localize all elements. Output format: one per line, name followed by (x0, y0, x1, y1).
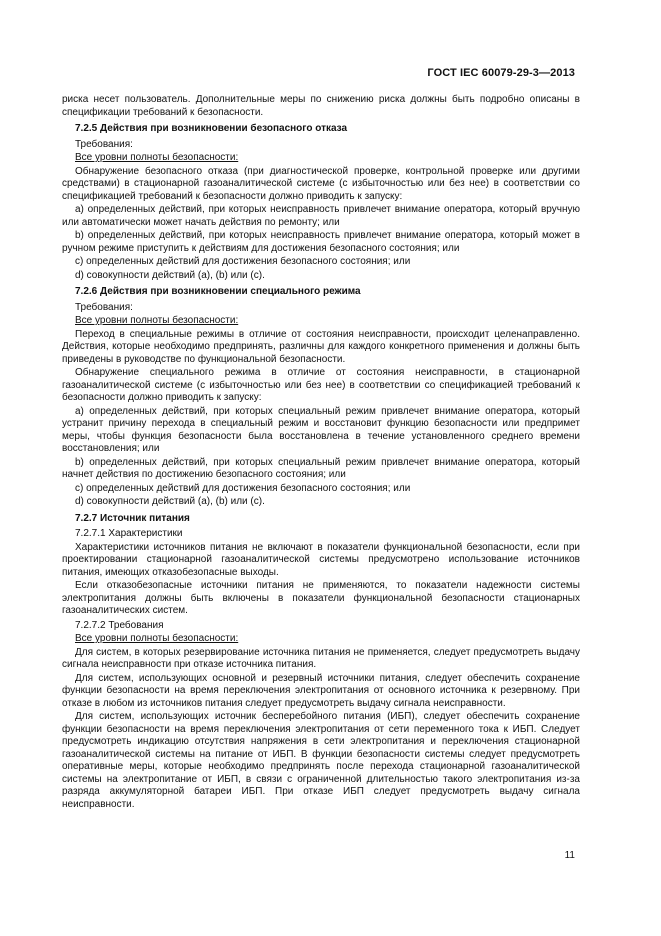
paragraph: b) определенных действий, при которых неисправность привлечет внимание оператора, который может в ручном режиме приступить к действиям для достижения безопасного состояния; или (62, 230, 580, 254)
paragraph: c) определенных действий для достижения безопасного состояния; или (75, 256, 411, 267)
paragraph: Переход в специальные режимы в отличие от состояния неисправности, происходит целенаправленно. Действия, которые необходимо предпринять, различны для каждого конкретного применения и должны быть приведены в руководстве по функциональной безопасности. (62, 328, 580, 365)
paragraph: Требования: (75, 138, 133, 150)
underlined-text: Все уровни полноты безопасности: (75, 633, 239, 644)
underlined-text: Все уровни полноты безопасности: (75, 315, 239, 326)
document-body (62, 94, 580, 812)
paragraph: риска несет пользователь. Дополнительные меры по снижению риска должны быть подробно описаны в спецификации требований к безопасности. (62, 94, 580, 118)
subsection-heading: 7.2.7.1 Характеристики (75, 528, 183, 539)
paragraph: Для систем, использующих основной и резервный источники питания, следует обеспечить сохранение функции безопасности на время переключения электропитания от основного источника к резервному. При отказе в любом из источников питания следует предусмотреть выдачу сигнала неисправности. (62, 672, 580, 709)
paragraph: Требования: (75, 301, 133, 313)
requirement-level-label (62, 152, 580, 165)
paragraph: d) совокупности действий (а), (b) или (c). (75, 496, 265, 507)
document-header: ГОСТ IEC 60079-29-3—2013 (427, 67, 575, 79)
paragraph: c) определенных действий для достижения безопасного состояния; или (75, 482, 411, 494)
paragraph: d) совокупности действий (а), (b) или (c). (75, 269, 265, 281)
requirement-level-label (62, 633, 580, 646)
paragraph: а) определенных действий, при которых неисправность привлечет внимание оператора, который вручную или автоматически может начать действия по ремонту; или (62, 204, 580, 228)
paragraph: Характеристики источников питания не включают в показатели функциональной безопасности, если при проектировании стационарной газоаналитической системы предусмотрено использование источников питания, имеющих отказобезопасные выходы. (62, 541, 580, 578)
section-heading: 7.2.7 Источник питания (75, 512, 190, 524)
requirement-level-label (62, 315, 580, 328)
paragraph: Обнаружение безопасного отказа (при диагностической проверке, контрольной проверке или другими средствами) в стационарной газоаналитической системе (с избыточностью или без нее) в соответствии со спецификацией требований к безопасности должно приводить к запуску: (62, 165, 580, 202)
paragraph: Обнаружение специального режима в отличие от состояния неисправности, в стационарной газоаналитической системе (с избыточностью или без нее) в соответствии со спецификацией требований к безопасности должно приводить к запуску: (62, 367, 580, 403)
paragraph: Для систем, использующих источник бесперебойного питания (ИБП), следует обеспечить сохранение функции безопасности на время переключения электропитания от сети переменного тока к ИБП. Следует предусмотреть индикацию отсутствия напряжения в сети электропитания и переключения стационарной газоаналитической системы на питание от ИБП. В функции безопасности системы следует предусмотреть оперативные меры, которые необходимо предпринять после перехода стационарной газоаналитической системы на электропитание от ИБП, в связи с ограниченной длительностью такого электропитания из-за разряда аккумуляторной батареи ИБП. При отказе ИБП следует предусмотреть выдачу сигнала неисправности. (62, 711, 580, 810)
section-heading: 7.2.5 Действия при возникновении безопасного отказа (75, 123, 348, 134)
paragraph: а) определенных действий, при которых специальный режим привлечет внимание оператора, который устранит причину перехода в специальный режим и восстановит функцию безопасности или предпримет меры, чтобы функция безопасности была восстановлена в течение установленного среднего времени восстановления; или (62, 405, 580, 454)
section-heading: 7.2.6 Действия при возникновении специального режима (75, 286, 361, 297)
subsection-heading: 7.2.7.2 Требования (75, 619, 164, 631)
paragraph: Для систем, в которых резервирование источника питания не применяется, следует предусмотреть выдачу сигнала неисправности при отказе источника питания. (62, 646, 580, 670)
paragraph: Если отказобезопасные источники питания не применяются, то показатели надежности системы электропитания должны быть включены в показатели функциональной безопасности стационарных газоаналитических систем. (62, 580, 580, 616)
paragraph: b) определенных действий, при которых специальный режим привлечет внимание оператора, который начнет действия по достижению безопасного состояния; или (62, 456, 580, 480)
underlined-text: Все уровни полноты безопасности: (75, 152, 239, 163)
page-number: 11 (564, 850, 575, 861)
